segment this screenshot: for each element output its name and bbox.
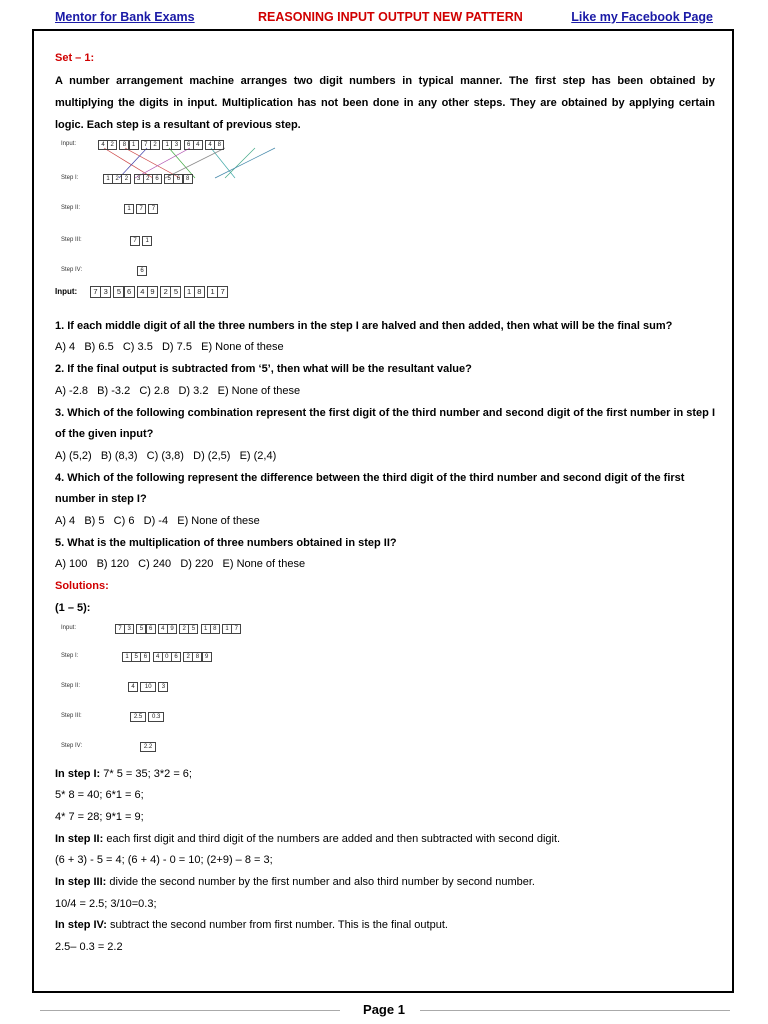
digit-cell: 2: [112, 174, 122, 184]
digit-cell: 6: [140, 652, 150, 662]
digit-cell: 5: [164, 174, 174, 184]
box-groups: [124, 204, 158, 214]
digit-cell: 1: [129, 140, 139, 150]
number-group: [141, 140, 159, 150]
digit-cell: 6: [152, 174, 162, 184]
digit-cell: 3: [171, 140, 181, 150]
solution-line: In step IV: subtract the second number from first number. This is the final output.: [55, 919, 448, 932]
solution-line: In step III: divide the second number by the first number and also third number by second number.: [55, 876, 535, 889]
digit-cell: 3: [134, 174, 144, 184]
given-input-label: Input:: [55, 286, 78, 296]
set-title: Set – 1:: [55, 52, 95, 64]
question-3: 3. Which of the following combination represent the first digit of the third number and second digit of the first number in step I of the given input?: [55, 406, 716, 441]
digit-cell: 1: [103, 174, 113, 184]
page-number: Page 1: [363, 1002, 405, 1017]
digit-cell: 7: [130, 236, 140, 246]
digit-cell: 4: [153, 652, 163, 662]
number-group: [158, 682, 167, 692]
number-group: [140, 682, 155, 692]
given-number-group: [160, 286, 180, 298]
digit-cell: 7: [115, 624, 125, 634]
digit-cell: 3: [124, 624, 134, 634]
number-group: [134, 174, 162, 184]
digit-cell: 8: [214, 140, 224, 150]
number-group: [136, 204, 145, 214]
digit-cell: 7: [231, 624, 241, 634]
box-groups: [130, 236, 151, 246]
digit-cell: 2: [150, 140, 160, 150]
digit-cell: 1: [184, 286, 195, 298]
number-group: [201, 624, 219, 634]
number-group: [140, 742, 155, 752]
digit-cell: 6: [137, 266, 147, 276]
digit-cell: 8: [119, 140, 129, 150]
digit-cell: 2.5: [130, 712, 146, 722]
digit-cell: 1: [142, 236, 152, 246]
solution-line: 2.5– 0.3 = 2.2: [55, 941, 123, 954]
digit-cell: 6: [173, 174, 183, 184]
digit-cell: 10: [140, 682, 156, 692]
solution-diagram: [55, 624, 715, 764]
digit-cell: 2: [179, 624, 189, 634]
question-5: 5. What is the multiplication of three numbers obtained in step II?: [55, 536, 397, 549]
digit-cell: 7: [136, 204, 146, 214]
solutions-range: (1 – 5):: [55, 601, 91, 614]
digit-cell: 5: [113, 286, 124, 298]
number-group: [183, 652, 211, 662]
digit-cell: 1: [207, 286, 218, 298]
box-groups: [130, 712, 163, 722]
digit-cell: 1: [122, 652, 132, 662]
digit-cell: 8: [210, 624, 220, 634]
number-group: [164, 174, 192, 184]
header-title: REASONING INPUT OUTPUT NEW PATTERN: [258, 10, 523, 24]
number-group: [130, 712, 145, 722]
step-label: Input:: [61, 140, 77, 147]
question-1-options: A) 4 B) 6.5 C) 3.5 D) 7.5 E) None of these: [55, 341, 284, 354]
digit-cell: 4: [158, 624, 168, 634]
number-group: [184, 140, 202, 150]
solution-line: (6 + 3) - 5 = 4; (6 + 4) - 0 = 10; (2+9) – 8 = 3;: [55, 854, 273, 867]
digit-cell: 4: [128, 682, 138, 692]
box-groups: [140, 742, 155, 752]
solution-line: In step I: 7* 5 = 35; 3*2 = 6;: [55, 767, 192, 780]
questions-list: [55, 316, 715, 576]
digit-cell: 8: [194, 286, 205, 298]
digit-cell: 2: [160, 286, 171, 298]
step-label: Step IV:: [61, 266, 83, 273]
intro-paragraph: A number arrangement machine arranges two digit numbers in typical manner. The first step has been obtained by multiplying the digits in input. Multiplication has not been done in any other steps. They are obtained by applying certain logic. Each step is a resultant of previous step.: [55, 74, 715, 131]
number-group: [122, 652, 150, 662]
number-group: [153, 652, 181, 662]
step-label: Step II:: [61, 204, 81, 211]
box-groups: [122, 652, 211, 662]
solution-line: 10/4 = 2.5; 3/10=0.3;: [55, 897, 157, 910]
given-number-group: [113, 286, 133, 298]
digit-cell: 5: [170, 286, 181, 298]
digit-cell: 2.2: [140, 742, 156, 752]
number-group: [148, 712, 163, 722]
number-group: [205, 140, 223, 150]
digit-cell: 4: [205, 140, 215, 150]
digit-cell: 1: [201, 624, 211, 634]
digit-cell: 9: [147, 286, 158, 298]
given-number-group: [90, 286, 110, 298]
given-input-boxes: [90, 286, 227, 298]
digit-cell: 2: [107, 140, 117, 150]
step-label: Step IV:: [61, 742, 83, 749]
number-group: [148, 204, 157, 214]
solution-line: 4* 7 = 28; 9*1 = 9;: [55, 810, 144, 823]
page-content: [55, 50, 715, 959]
digit-cell: 1: [222, 624, 232, 634]
solution-steps: [55, 764, 715, 959]
number-group: [128, 682, 137, 692]
number-group: [124, 204, 133, 214]
digit-cell: 2: [143, 174, 153, 184]
given-input-row: [55, 286, 715, 302]
box-groups: [137, 266, 146, 276]
step-label: Input:: [61, 624, 77, 631]
digit-cell: 0.3: [148, 712, 164, 722]
digit-cell: 6: [124, 286, 135, 298]
digit-cell: 6: [184, 140, 194, 150]
digit-cell: 7: [148, 204, 158, 214]
solutions-title: Solutions:: [55, 580, 109, 593]
question-4: 4. Which of the following represent the difference between the third digit of the third number and second digit of the first number in step I?: [55, 471, 685, 506]
digit-cell: 6: [146, 624, 156, 634]
box-groups: [115, 624, 240, 634]
digit-cell: 5: [188, 624, 198, 634]
box-groups: [98, 140, 223, 150]
example-diagram: [55, 140, 715, 300]
header-left-link[interactable]: Mentor for Bank Exams: [55, 10, 195, 24]
step-label: Step I:: [61, 174, 79, 181]
number-group: [115, 624, 133, 634]
digit-cell: 3: [158, 682, 168, 692]
step-label: Step III:: [61, 712, 82, 719]
digit-cell: 6: [171, 652, 181, 662]
question-5-options: A) 100 B) 120 C) 240 D) 220 E) None of these: [55, 558, 306, 571]
number-group: [119, 140, 137, 150]
box-groups: [128, 682, 168, 692]
header-right-link[interactable]: Like my Facebook Page: [571, 10, 713, 24]
digit-cell: 8: [183, 174, 193, 184]
question-2-options: A) -2.8 B) -3.2 C) 2.8 D) 3.2 E) None of these: [55, 384, 301, 397]
step-label: Step III:: [61, 236, 82, 243]
digit-cell: 9: [167, 624, 177, 634]
step-label: Step I:: [61, 652, 79, 659]
digit-cell: 4: [193, 140, 203, 150]
digit-cell: 4: [98, 140, 108, 150]
number-group: [98, 140, 116, 150]
digit-cell: 7: [90, 286, 101, 298]
number-group: [222, 624, 240, 634]
digit-cell: 5: [131, 652, 141, 662]
digit-cell: 5: [136, 624, 146, 634]
box-groups: [103, 174, 192, 184]
solution-line: 5* 8 = 40; 6*1 = 6;: [55, 789, 144, 802]
solution-line: In step II: each first digit and third digit of the numbers are added and then subtracted with second digit.: [55, 832, 561, 845]
number-group: [158, 624, 176, 634]
number-group: [130, 236, 139, 246]
given-number-group: [184, 286, 204, 298]
digit-cell: 8: [192, 652, 202, 662]
number-group: [179, 624, 197, 634]
number-group: [103, 174, 131, 184]
number-group: [136, 624, 154, 634]
number-group: [162, 140, 180, 150]
number-group: [142, 236, 151, 246]
digit-cell: 2: [183, 652, 193, 662]
given-number-group: [207, 286, 227, 298]
digit-cell: 7: [141, 140, 151, 150]
step-label: Step II:: [61, 682, 81, 689]
digit-cell: 1: [162, 140, 172, 150]
number-group: [137, 266, 146, 276]
digit-cell: 0: [162, 652, 172, 662]
given-number-group: [137, 286, 157, 298]
question-3-options: A) (5,2) B) (8,3) C) (3,8) D) (2,5) E) (2,4): [55, 449, 277, 462]
question-2: 2. If the final output is subtracted from ‘5’, then what will be the resultant value?: [55, 363, 472, 376]
question-4-options: A) 4 B) 5 C) 6 D) -4 E) None of these: [55, 515, 260, 528]
digit-cell: 1: [124, 204, 134, 214]
digit-cell: 2: [121, 174, 131, 184]
question-1: 1. If each middle digit of all the three numbers in the step I are halved and then added, then what will be the final sum?: [55, 319, 673, 332]
digit-cell: 3: [100, 286, 111, 298]
digit-cell: 7: [217, 286, 228, 298]
digit-cell: 9: [202, 652, 212, 662]
digit-cell: 4: [137, 286, 148, 298]
